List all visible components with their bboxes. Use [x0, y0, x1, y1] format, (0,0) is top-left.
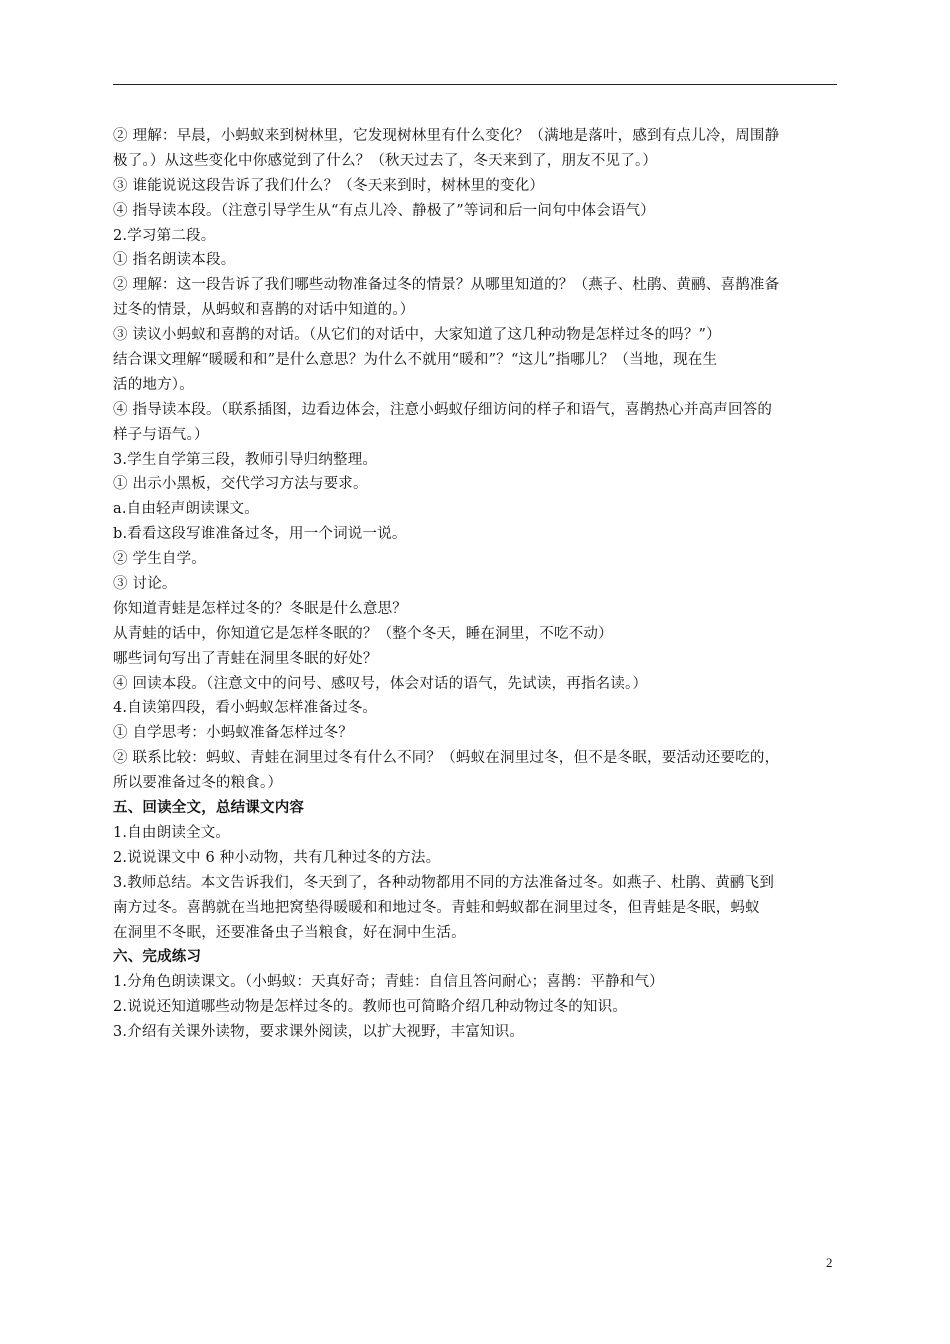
section-heading: 五、回读全文，总结课文内容 — [113, 800, 305, 817]
document-body — [113, 124, 837, 1045]
text-line: 从青蛙的话中，你知道它是怎样冬眠的？（整个冬天，睡在洞里，不吃不动） — [113, 625, 613, 642]
text-line: ④ 回读本段。（注意文中的问号、感叹号，体会对话的语气，先试读，再指名读。） — [113, 675, 648, 692]
text-line: ① 出示小黑板，交代学习方法与要求。 — [113, 476, 368, 493]
text-line: 活的地方）。 — [113, 376, 194, 393]
header-rule — [113, 84, 837, 85]
text-line: a.自由轻声朗读课文。 — [113, 501, 259, 518]
page-number: 2 — [826, 1255, 833, 1270]
text-line: 极了。）从这些变化中你感觉到了什么？（秋天过去了，冬天来到了，朋友不见了。） — [113, 152, 658, 169]
text-line: ① 指名朗读本段。 — [113, 252, 236, 269]
text-line: 样子与语气。） — [113, 426, 209, 443]
text-line: 2.学习第二段。 — [113, 227, 216, 244]
text-line: 2.说说还知道哪些动物是怎样过冬的。教师也可简略介绍几种动物过冬的知识。 — [113, 999, 628, 1016]
text-line: ③ 谁能说说这段告诉了我们什么？（冬天来到时，树林里的变化） — [113, 177, 545, 194]
text-line: 1.分角色朗读课文。（小蚂蚁：天真好奇；青蛙：自信且答问耐心；喜鹊：平静和气） — [113, 974, 664, 991]
section-heading: 六、完成练习 — [113, 949, 202, 966]
text-line: 1.自由朗读全文。 — [113, 824, 231, 841]
text-line: 3.介绍有关课外读物，要求课外阅读，以扩大视野，丰富知识。 — [113, 1024, 525, 1041]
text-line: 哪些词句写出了青蛙在洞里冬眠的好处？ — [113, 650, 378, 667]
text-line: b.看看这段写谁准备过冬，用一个词说一说。 — [113, 526, 407, 543]
text-line: 在洞里不冬眠，还要准备虫子当粮食，好在洞中生活。 — [113, 924, 466, 941]
text-line: 所以要准备过冬的粮食。） — [113, 775, 283, 792]
text-line: 3.学生自学第三段，教师引导归纳整理。 — [113, 451, 378, 468]
text-line: 过冬的情景，从蚂蚁和喜鹊的对话中知道的。） — [113, 302, 415, 319]
text-line: ① 自学思考：小蚂蚁准备怎样过冬？ — [113, 725, 354, 742]
text-line: ② 理解：这一段告诉了我们哪些动物准备过冬的情景？从哪里知道的？（燕子、杜鹃、黄鹂、喜鹊准备 — [113, 277, 780, 294]
text-line: 2.说说课文中 6 种小动物，共有几种过冬的方法。 — [113, 849, 441, 866]
text-line: ② 联系比较：蚂蚁、青蛙在洞里过冬有什么不同？（蚂蚁在洞里过冬，但不是冬眠，要活动还要吃的， — [113, 750, 780, 767]
text-line: 南方过冬。喜鹊就在当地把窝垫得暖暖和和地过冬。青蛙和蚂蚁都在洞里过冬，但青蛙是冬眠，蚂蚁 — [113, 899, 760, 916]
text-line: ③ 读议小蚂蚁和喜鹊的对话。（从它们的对话中，大家知道了这几种动物是怎样过冬的吗？”） — [113, 327, 721, 344]
text-line: ② 理解：早晨，小蚂蚁来到树林里，它发现树林里有什么变化？（满地是落叶，感到有点儿冷，周围静 — [113, 128, 780, 144]
text-line: 3.教师总结。本文告诉我们，冬天到了，各种动物都用不同的方法准备过冬。如燕子、杜鹃、黄鹂飞到 — [113, 874, 775, 891]
text-line: ④ 指导读本段。（注意引导学生从“有点儿冷、静极了”等词和后一问句中体会语气） — [113, 202, 655, 219]
text-line: ④ 指导读本段。（联系插图，边看边体会，注意小蚂蚁仔细访问的样子和语气，喜鹊热心并高声回答的 — [113, 401, 773, 418]
text-line: 结合课文理解“暖暖和和”是什么意思？为什么不就用“暖和”？“这儿”指哪儿？（当地，现在生 — [113, 352, 718, 369]
text-line: 4.自读第四段，看小蚂蚁怎样准备过冬。 — [113, 700, 378, 717]
text-line: 你知道青蛙是怎样过冬的？冬眠是什么意思？ — [113, 600, 407, 617]
text-line: ③ 讨论。 — [113, 576, 177, 593]
text-line: ② 学生自学。 — [113, 551, 207, 568]
